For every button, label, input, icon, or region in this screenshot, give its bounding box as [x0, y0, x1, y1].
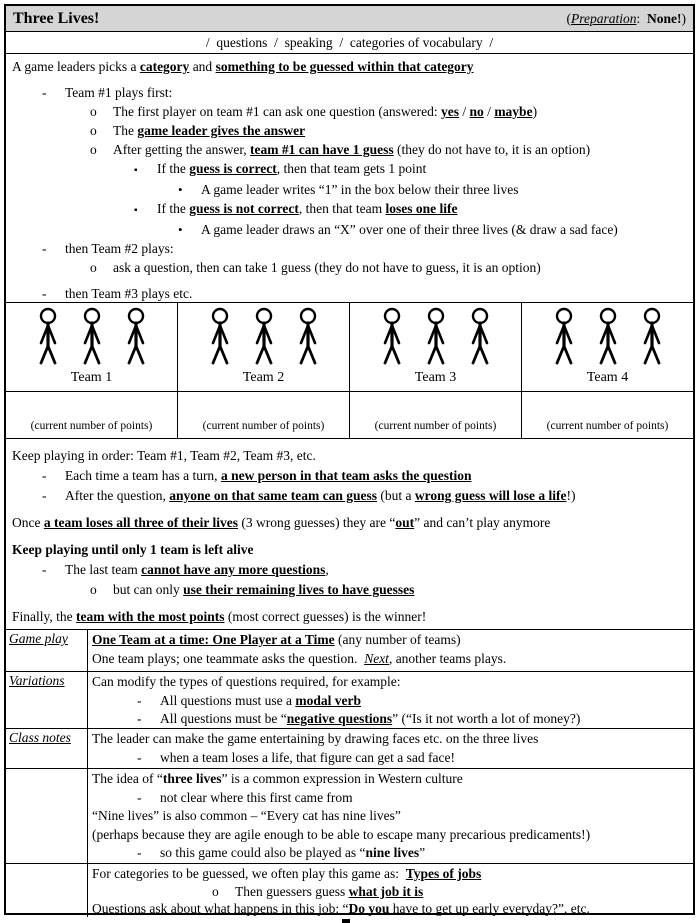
text-segment: Once: [12, 515, 44, 530]
bullet-marker: -: [42, 468, 47, 483]
text-line: [12, 607, 687, 627]
text-line: [92, 900, 689, 917]
line-text: [65, 241, 174, 256]
text-line: [12, 258, 687, 277]
text-segment: guess is correct: [189, 161, 277, 176]
text-segment: , another teams plays.: [388, 650, 507, 666]
bullet-marker: -: [137, 711, 142, 727]
text-segment: Next: [364, 650, 389, 666]
bullet-marker: o: [90, 582, 97, 597]
line-text: [92, 771, 463, 786]
text-segment: After getting the answer,: [113, 142, 251, 157]
text-segment: anyone on that same team can guess: [169, 488, 377, 503]
text-segment: For categories to be guessed, we often play this game as:: [92, 866, 406, 881]
skills-text: / questions / speaking / categories of vocabulary /: [205, 34, 494, 50]
line-text: [157, 161, 426, 176]
intro-section: [6, 54, 693, 302]
text-line: [12, 284, 687, 302]
line-text: [92, 731, 538, 746]
bullet-marker: ▪: [134, 165, 138, 176]
text-line: [12, 239, 687, 258]
text-line: [12, 140, 687, 159]
text-segment: Can modify the types of questions required, for example:: [92, 674, 401, 689]
title-bar: [6, 6, 693, 32]
text-line: [12, 220, 687, 239]
text-segment: A game leader writes “1” in the box below their three lives: [201, 182, 519, 197]
text-segment: ” and can’t play anymore: [414, 515, 551, 530]
line-text: [160, 750, 455, 765]
line-text: [160, 711, 580, 726]
text-segment: , then that team: [298, 201, 386, 216]
stick-figure-icon: [32, 307, 64, 369]
line-text: [12, 609, 426, 624]
text-segment: One team plays; one teammate asks the question.: [92, 650, 365, 666]
line-text: [113, 260, 541, 275]
text-segment: “Nine lives” is also common – “Every cat has nine lives”: [92, 808, 401, 824]
text-line: [12, 446, 687, 466]
line-text: [92, 651, 506, 666]
notes-table: [6, 629, 693, 917]
line-text: [92, 674, 401, 689]
text-segment: ” is a common expression in Western culture: [221, 771, 463, 786]
text-segment: Preparation: [570, 10, 637, 26]
text-segment: None!: [647, 10, 682, 26]
text-segment: All questions must be “: [160, 711, 287, 727]
text-segment: then Team #3 plays etc.: [65, 286, 193, 301]
team-cell: [349, 303, 521, 391]
bullet-marker: •: [178, 182, 183, 197]
text-line: [12, 121, 687, 140]
teams-points-row: [6, 392, 693, 438]
team-figures: [376, 307, 496, 369]
stick-figure-icon: [548, 307, 580, 369]
text-segment: negative questions: [286, 711, 393, 727]
text-segment: (3 wrong guesses) they are “: [237, 515, 396, 530]
text-line: [12, 580, 687, 600]
text-segment: All questions must use a: [160, 692, 296, 708]
notes-row-label: [6, 729, 88, 768]
bullet-marker: -: [42, 488, 47, 503]
text-segment: ,: [325, 562, 329, 577]
text-segment: guess is not correct: [189, 201, 299, 216]
text-line: [12, 560, 687, 580]
text-line: [12, 466, 687, 486]
text-segment: Finally, the: [12, 609, 76, 624]
text-line: [12, 540, 687, 560]
text-segment: what job it is: [348, 883, 424, 899]
line-text: [92, 827, 590, 842]
line-text: [113, 142, 590, 157]
points-cell: [349, 392, 521, 438]
bullet-marker: •: [178, 222, 183, 237]
notes-row-content: [88, 769, 693, 863]
text-segment: game leader gives the answer: [137, 123, 306, 138]
line-text: [235, 884, 423, 899]
line-text: [92, 632, 461, 647]
text-segment: yes: [441, 104, 460, 119]
text-segment: The idea of “: [92, 771, 163, 786]
stick-figure-icon: [204, 307, 236, 369]
points-caption: (current number of points): [30, 420, 153, 432]
line-text: [113, 582, 414, 597]
text-segment: /: [459, 104, 470, 119]
team-cell: [6, 303, 177, 391]
text-segment: The first player on team #1 can ask one question (answered:: [113, 104, 442, 119]
text-segment: If the: [157, 161, 190, 176]
text-segment: A game leaders picks a: [12, 59, 140, 74]
bullet-marker: o: [212, 883, 219, 899]
bullet-marker: o: [90, 260, 97, 275]
text-segment: The last team: [65, 562, 142, 577]
row-label-text: Class notes: [9, 730, 71, 745]
text-segment: ”: [419, 845, 426, 861]
text-segment: (perhaps because they are agile enough to be able to escape many precarious predicaments!): [92, 826, 591, 842]
text-segment: a team loses all three of their lives: [43, 515, 238, 530]
text-line: [92, 650, 689, 669]
text-segment: when a team loses a life, that figure can get a sad face!: [160, 749, 455, 765]
points-caption: (current number of points): [374, 420, 497, 432]
text-line: [12, 57, 687, 76]
text-segment: team #1 can have 1 guess: [250, 142, 394, 157]
stick-figure-icon: [248, 307, 280, 369]
line-text: [160, 693, 361, 708]
line-text: [160, 845, 425, 860]
text-segment: three lives: [162, 771, 222, 786]
text-segment: One Team at a time: One Player at a Time: [92, 632, 335, 647]
text-segment: cannot have any more questions: [141, 562, 326, 577]
line-text: [65, 488, 575, 503]
row-label-text: Game play: [9, 631, 68, 646]
text-segment: have to get up early everyday?”, etc.: [389, 901, 590, 916]
preparation-note: [566, 11, 686, 27]
points-caption: (current number of points): [546, 420, 669, 432]
text-line: [92, 883, 689, 901]
bullet-marker: -: [137, 789, 142, 805]
text-segment: so this game could also be played as “: [160, 845, 366, 861]
stick-figure-icon: [376, 307, 408, 369]
text-segment: (most correct guesses) is the winner!: [224, 609, 427, 624]
team-name: Team 1: [70, 370, 113, 385]
stick-figure-icon: [76, 307, 108, 369]
bullet-marker: -: [42, 562, 47, 577]
notes-row-content: [88, 864, 693, 917]
text-segment: and: [189, 59, 216, 74]
text-line: [92, 826, 689, 845]
stick-figure-icon: [420, 307, 452, 369]
line-text: [160, 790, 353, 805]
line-text: [12, 515, 550, 530]
line-text: [65, 562, 329, 577]
text-segment: Team #1 plays first:: [65, 85, 173, 100]
text-line: [92, 770, 689, 789]
text-segment: Each time a team has a turn,: [65, 468, 221, 483]
text-line: [92, 730, 689, 749]
text-segment: ” (“Is it not worth a lot of money?): [392, 711, 581, 727]
rules-section: [6, 439, 693, 629]
text-line: [12, 102, 687, 121]
text-line: [92, 789, 689, 808]
line-text: [12, 448, 316, 463]
text-segment: (: [566, 10, 571, 26]
text-segment: !): [566, 488, 576, 503]
text-line: [12, 159, 687, 180]
line-text: [65, 85, 172, 100]
notes-row-content: [88, 672, 693, 728]
text-segment: category: [139, 59, 190, 74]
text-segment: (any number of teams): [334, 632, 461, 647]
notes-row-content: [88, 630, 693, 671]
document-page: [4, 4, 695, 915]
bullet-marker: o: [90, 142, 97, 157]
text-segment: no: [469, 104, 484, 119]
text-line: [12, 83, 687, 102]
line-text: [92, 901, 590, 916]
text-segment: loses one life: [385, 201, 458, 216]
text-segment: not clear where this first came from: [160, 789, 353, 805]
notes-row-class-notes: [6, 728, 693, 768]
notes-row-categories: [6, 863, 693, 917]
notes-row-culture: [6, 768, 693, 863]
text-line: [92, 749, 689, 768]
text-segment: use their remaining lives to have guesses: [183, 582, 415, 597]
text-segment: team with the most points: [76, 609, 225, 624]
team-name: Team 2: [242, 370, 285, 385]
text-line: [12, 199, 687, 220]
team-name: Team 3: [414, 370, 457, 385]
text-segment: maybe: [494, 104, 533, 119]
stick-figure-icon: [592, 307, 624, 369]
stick-figure-icon: [464, 307, 496, 369]
line-text: [157, 201, 457, 216]
bullet-marker: -: [137, 692, 142, 708]
bullet-marker: o: [90, 104, 97, 119]
text-segment: Types of jobs: [405, 866, 482, 881]
team-name: Team 4: [586, 370, 629, 385]
team-figures: [548, 307, 668, 369]
skills-row: [6, 32, 693, 54]
points-cell: [521, 392, 693, 438]
text-segment: , then that team gets 1 point: [276, 161, 427, 176]
text-line: [92, 692, 689, 711]
text-segment: (but a: [376, 488, 415, 503]
notes-row-game-play: [6, 630, 693, 671]
row-label-text: Variations: [9, 673, 65, 688]
bullet-marker: ▪: [134, 205, 138, 216]
text-line: [92, 807, 689, 826]
text-segment: Do you: [348, 901, 390, 916]
notes-row-label: [6, 672, 88, 728]
teams-figures-row: [6, 303, 693, 392]
notes-row-label: [6, 630, 88, 671]
text-line: [92, 673, 689, 692]
bullet-marker: o: [90, 123, 97, 138]
text-segment: out: [395, 515, 415, 530]
text-segment: ): [532, 104, 538, 119]
text-segment: Questions ask about what happens in this job: “: [92, 901, 349, 916]
line-text: [12, 542, 254, 557]
text-segment: (they do not have to, it is an option): [393, 142, 591, 157]
text-segment: /: [483, 104, 495, 119]
doc-title: Three Lives!: [13, 9, 100, 27]
points-caption: (current number of points): [202, 420, 325, 432]
bullet-marker: -: [137, 749, 142, 765]
notes-row-variations: [6, 671, 693, 728]
text-segment: ): [681, 10, 686, 26]
team-figures: [32, 307, 152, 369]
points-cell: [6, 392, 177, 438]
stick-figure-icon: [636, 307, 668, 369]
text-line: [12, 513, 687, 533]
bullet-marker: -: [137, 845, 142, 861]
team-cell: [521, 303, 693, 391]
line-text: [65, 286, 192, 301]
text-line: [12, 180, 687, 199]
line-text: [12, 59, 474, 74]
text-segment: then Team #2 plays:: [65, 241, 174, 256]
bullet-marker: -: [42, 241, 47, 256]
teams-table: [6, 302, 693, 439]
text-line: [92, 844, 689, 863]
text-segment: modal verb: [295, 692, 361, 708]
notes-row-label: [6, 769, 88, 863]
text-line: [12, 486, 687, 506]
points-cell: [177, 392, 349, 438]
text-segment: Keep playing until only 1 team is left alive: [12, 542, 254, 557]
line-text: [201, 222, 618, 237]
text-segment: A game leader draws an “X” over one of their three lives (& draw a sad face): [201, 222, 618, 237]
line-text: [113, 104, 537, 119]
text-segment: The: [113, 123, 138, 138]
text-segment: wrong guess will lose a life: [414, 488, 567, 503]
bullet-marker: -: [42, 286, 47, 301]
stick-figure-icon: [292, 307, 324, 369]
page-number-cutoff: [342, 919, 350, 923]
line-text: [65, 468, 471, 483]
text-segment: After the question,: [65, 488, 170, 503]
text-segment: If the: [157, 201, 190, 216]
text-segment: but can only: [113, 582, 184, 597]
text-segment: ask a question, then can take 1 guess (they do not have to guess, it is an option): [113, 260, 541, 275]
text-segment: The leader can make the game entertaining by drawing faces etc. on the three lives: [92, 731, 539, 746]
text-segment: a new person in that team asks the question: [220, 468, 472, 483]
line-text: [92, 808, 401, 823]
text-segment: Keep playing in order: Team #1, Team #2, Team #3, etc.: [12, 448, 316, 463]
text-line: [92, 865, 689, 883]
team-figures: [204, 307, 324, 369]
stick-figure-icon: [120, 307, 152, 369]
notes-row-label: [6, 864, 88, 917]
line-text: [113, 123, 305, 138]
line-text: [201, 182, 519, 197]
text-segment: Then guessers guess: [235, 883, 349, 899]
text-segment: :: [636, 10, 647, 26]
bullet-marker: -: [42, 85, 47, 100]
text-segment: something to be guessed within that category: [215, 59, 474, 74]
line-text: [92, 866, 481, 881]
notes-row-content: [88, 729, 693, 768]
text-line: [92, 710, 689, 728]
text-segment: nine lives: [365, 845, 420, 861]
text-line: [92, 631, 689, 650]
team-cell: [177, 303, 349, 391]
